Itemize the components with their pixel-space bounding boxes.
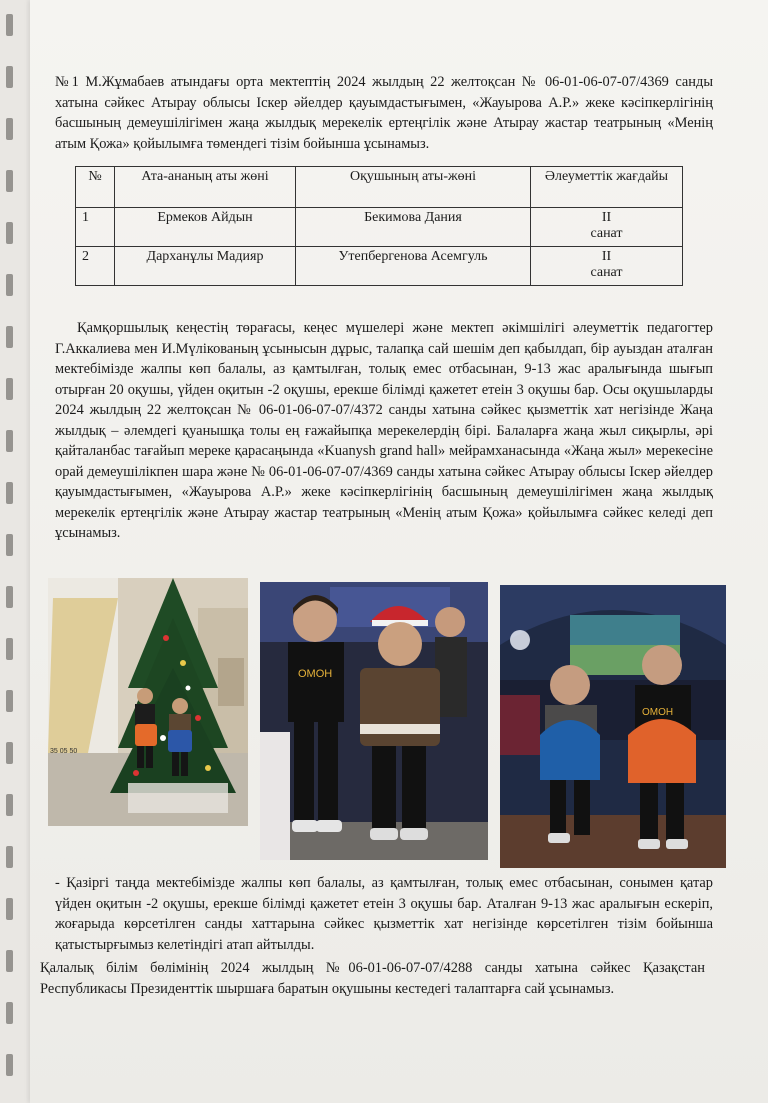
header-number: № xyxy=(76,167,115,208)
binder-holes xyxy=(6,0,20,1103)
current-situation-paragraph: - Қазіргі таңда мектебімізде жалпы көп балалы, аз қамтылған, толық емес отбасынан, сонымен қатар үйден оқитын -2 оқушы, ерекше білімді қажетет етеін 3 оқушы бар. Аталған 9-13 жас аралығын ескеріп, жоғарыда көрсетілген санды хаттарына сәйкес қызметтік хат негізінде көрсетілген тізім бойынша қатыстырғымыз келетіндігі атап айтылды. xyxy=(55,875,713,953)
student-name: Бекимова Дания xyxy=(296,208,531,247)
header-parent-name: Ата-ананың аты жөні xyxy=(115,167,296,208)
table-header-row xyxy=(76,167,683,208)
photo1-wall-text: 35 05 50 xyxy=(50,748,78,755)
main-paragraph: Қамқоршылық кеңестің төрағасы, кеңес мүшелері және мектеп әкімшілігі әлеуметтік педагогтер Г.Аккалиева мен И.Мүлікованың ұсынысын дұрыс, талапқа сай шешім деп қабылдап, бір ауыздан аталған мектебімізде жалпы көп балалы, аз қамтылған, толық емес отбасынан, 9-13 жас аралығында шығып отырған 20 оқушы, үйден оқитын -2 оқушы, ерекше білімді қажетет етеін 3 оқушы бар. Осы оқушыларды 2024 жылдың 22 желтоқсан № 06-01-06-07-07/4372 санды хатына сәйкес қызметтік хат негізінде Жаңа жылдық – әлемдегі қуанышқа толы ең ғажайыпқа мерекелердің бірі. Балаларға жаңа жыл сиқырлы, әрі қайталанбас тағайып мереке қарасаңында «Kuanysh grand hall» мейрамханасында «Жаңа жыл» мерекесіне орай демеушілікпен шара және № 06-01-06-07-07/4369 санды хатына сәйкес Атырау облысы Іскер әйелдер қауымдастығымен, «Жауырова А.Р.» жеке кәсіпкерлігінің басшының демеушілігімен жаңа жылдық мерекелік ертеңгілік және Атырау жастар театрының «Менің атым Қожа» қойылымға сәйкес келеді деп ұсынамыз. xyxy=(55,320,713,541)
table-row xyxy=(76,208,683,247)
intro-paragraph: №1 М.Жұмабаев атындағы орта мектептің 2024 жылдың 22 желтоқсан № 06-01-06-07-07/4369 санды хатына сәйкес Атырау облысы Іскер әйелдер қауымдастығымен, «Жауырова А.Р.» жеке кәсіпкерлігінің басшының демеушілігімен жаңа жылдық мерекелік ертеңгілік және Атырау жастар театрының «Менің атым Қожа» қойылымға төмендегі тізім бойынша ұсынамыз. xyxy=(55,74,713,152)
social-status xyxy=(531,247,683,286)
photo3-shirt-text: ОМОН xyxy=(642,707,674,718)
photo-christmas-tree xyxy=(48,578,248,826)
header-student-name: Оқушының аты-жөні xyxy=(296,167,531,208)
row-number: 2 xyxy=(76,247,115,286)
status-category: II xyxy=(601,249,612,264)
social-status xyxy=(531,208,683,247)
row-number: 1 xyxy=(76,208,115,247)
photo2-shirt-text: ОМОН xyxy=(298,668,333,680)
parent-name: Ермеков Айдын xyxy=(115,208,296,247)
table-row xyxy=(76,247,683,286)
status-category: II xyxy=(601,210,612,225)
status-label: санат xyxy=(590,226,623,241)
student-list-table xyxy=(75,166,683,286)
header-social-status: Әлеуметтік жағдайы xyxy=(531,167,683,208)
photo-two-boys xyxy=(260,582,488,860)
parent-name: Дарханұлы Мадияр xyxy=(115,247,296,286)
final-paragraph: Қалалық білім бөлімінің 2024 жылдың №06-01-06-07-07/4288 санды хатына сәйкес Қазақстан Республикасы Президенттік шыршаға баратын оқушыны кестедегі талаптарға сай ұсынамыз. xyxy=(40,960,705,997)
photo-theatre xyxy=(500,585,726,868)
status-label: санат xyxy=(590,265,623,280)
student-name: Утепбергенова Асемгуль xyxy=(296,247,531,286)
